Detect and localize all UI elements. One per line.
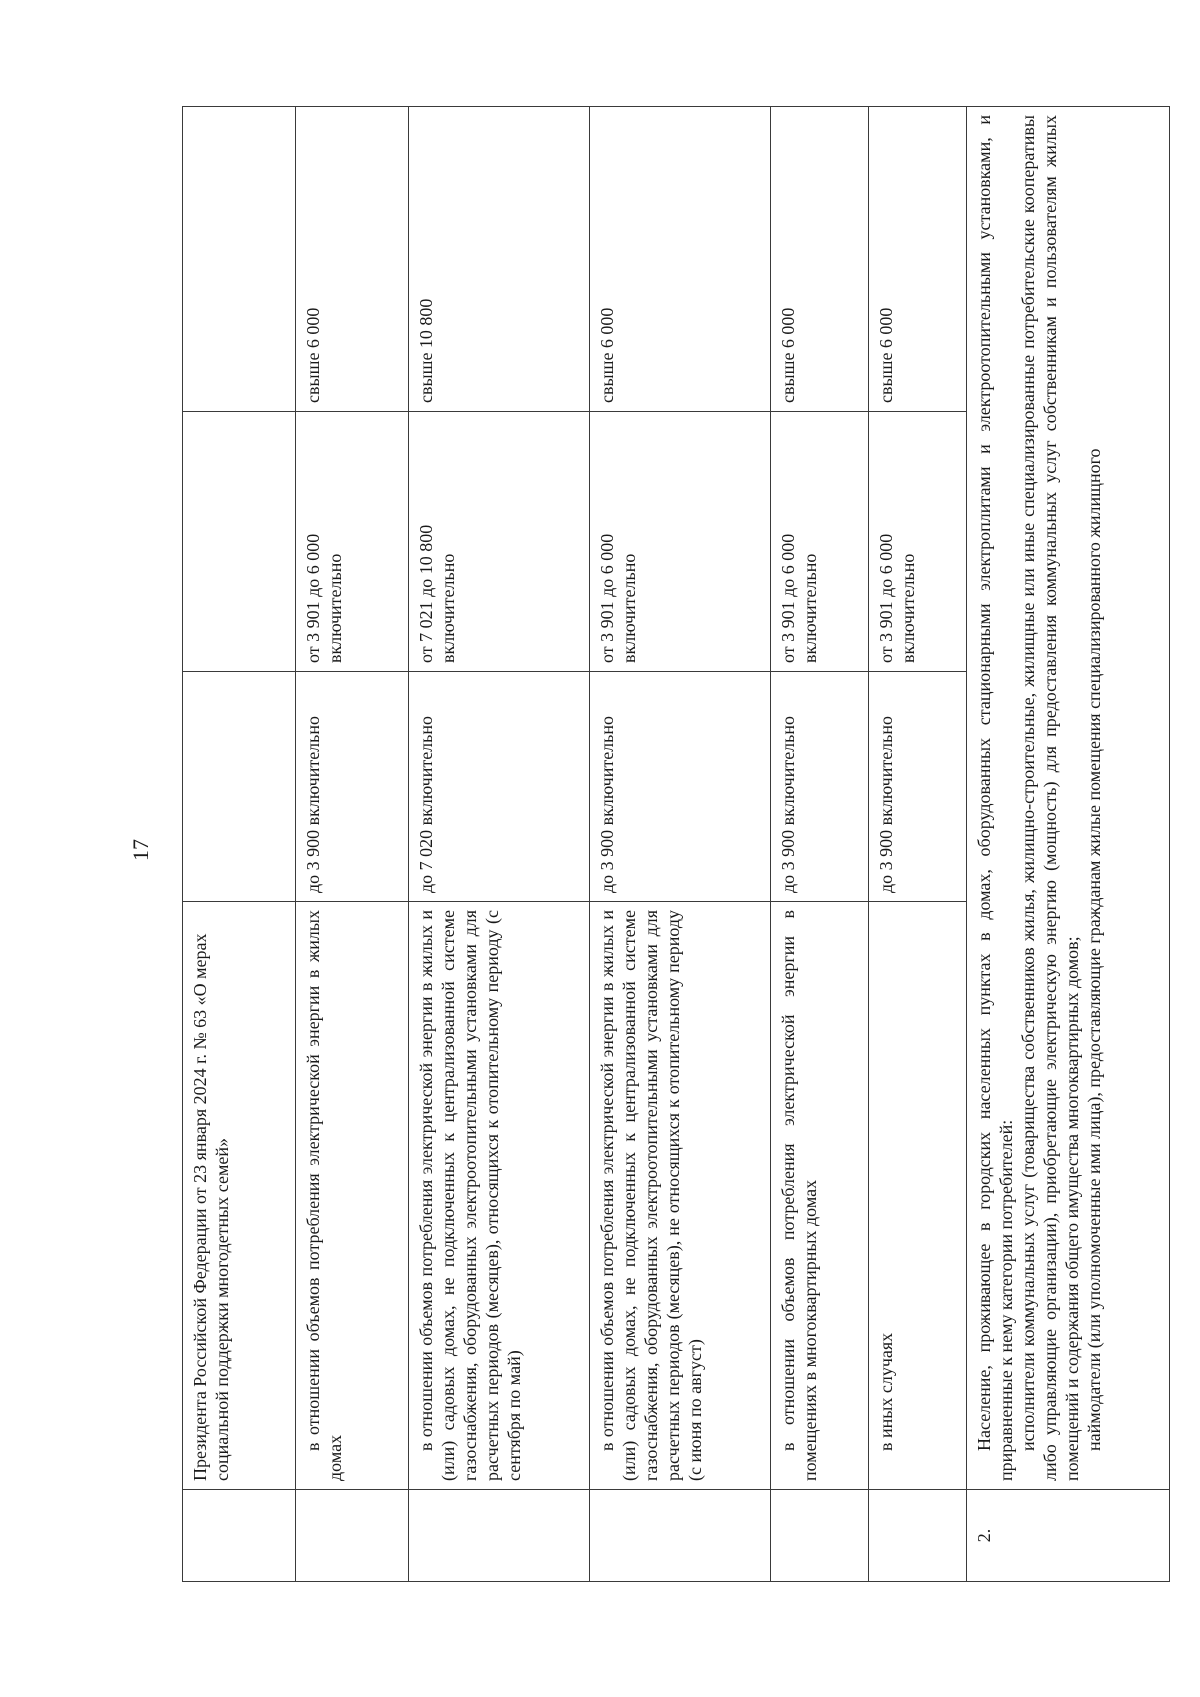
- empty-cell: [183, 672, 296, 902]
- range-low-cell: до 3 900 включительно: [771, 672, 869, 902]
- empty-cell: [183, 412, 296, 672]
- range-high-cell: свыше 10 800: [409, 107, 590, 412]
- range-low-cell: до 3 900 включительно: [869, 672, 967, 902]
- range-mid-cell: от 3 901 до 6 000 включительно: [296, 412, 409, 672]
- number-cell: [183, 1490, 296, 1582]
- description-cell: в отношении объемов потребления электрической энергии в жилых и (или) садовых домах, не подключенных к централизованной системе газоснабжения, оборудованных электроотопительными установками для расчетных периодов (месяцев), не относящихся к отопительному периоду (с июня по август): [590, 902, 771, 1490]
- table-row: [869, 107, 967, 1582]
- page-number: 17: [128, 839, 153, 861]
- table-row: [296, 107, 409, 1582]
- table-row: [590, 107, 771, 1582]
- range-high-cell: свыше 6 000: [296, 107, 409, 412]
- range-mid-cell: от 3 901 до 6 000 включительно: [869, 412, 967, 672]
- table-row: [967, 107, 1170, 1582]
- number-cell: [590, 1490, 771, 1582]
- category-item-2: наймодатели (или уполномоченные ими лица), предоставляющие гражданам жилые помещения специализированного жилищного: [1084, 448, 1104, 1451]
- number-cell: [296, 1490, 409, 1582]
- range-high-cell: свыше 6 000: [869, 107, 967, 412]
- number-cell: [771, 1490, 869, 1582]
- range-mid-cell: от 3 901 до 6 000 включительно: [771, 412, 869, 672]
- header-text: Президента Российской Федерации от 23 января 2024 г. № 63 «О мерах социальной поддержки многодетных семей»: [190, 933, 232, 1481]
- tariff-table: [182, 106, 1170, 1582]
- category-intro: Население, проживающее в городских населенных пунктах в домах, оборудованных стационарными электроплитами и электроотопительными установками, и приравненные к нему категории потребителей:: [974, 115, 1016, 1481]
- range-low-cell: до 7 020 включительно: [409, 672, 590, 902]
- header-cell: [183, 902, 296, 1490]
- rotated-table-container: [182, 107, 1104, 1582]
- table-row: [771, 107, 869, 1582]
- range-high-cell: свыше 6 000: [590, 107, 771, 412]
- range-mid-cell: от 3 901 до 6 000 включительно: [590, 412, 771, 672]
- number-cell: [869, 1490, 967, 1582]
- range-low-cell: до 3 900 включительно: [296, 672, 409, 902]
- table-row: [409, 107, 590, 1582]
- description-cell: в отношении объемов потребления электрической энергии в жилых и (или) садовых домах, не подключенных к централизованной системе газоснабжения, оборудованных электроотопительными установками для расчетных периодов (месяцев), относящихся к отопительному периоду (с сентября по май): [409, 902, 590, 1490]
- range-mid-cell: от 7 021 до 10 800 включительно: [409, 412, 590, 672]
- empty-cell: [183, 107, 296, 412]
- description-cell: в отношении объемов потребления электрической энергии в жилых домах: [296, 902, 409, 1490]
- number-cell: [409, 1490, 590, 1582]
- section-number-cell: 2.: [967, 1490, 1170, 1582]
- range-low-cell: до 3 900 включительно: [590, 672, 771, 902]
- table-row: [183, 107, 296, 1582]
- category-cell: [967, 107, 1170, 1490]
- description-cell: в отношении объемов потребления электрической энергии в помещениях в многоквартирных домах: [771, 902, 869, 1490]
- category-item-1: исполнители коммунальных услуг (товарищества собственников жилья, жилищно-строительные, жилищные или иные специализированные потребительские кооперативы либо управляющие организации), приобретающие электрическую энергию (мощность) для предоставления коммунальных услуг собственникам и пользователям жилых помещений и содержания общего имущества многоквартирных домов;: [1018, 115, 1082, 1481]
- description-cell: в иных случаях: [869, 902, 967, 1490]
- range-high-cell: свыше 6 000: [771, 107, 869, 412]
